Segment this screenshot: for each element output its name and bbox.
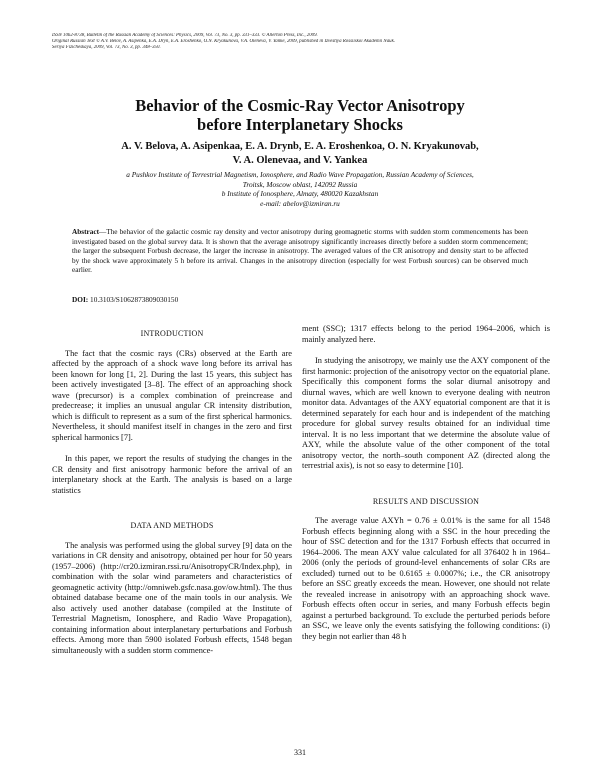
affiliations (40, 170, 560, 208)
paragraph: The analysis was performed using the global survey [9] data on the variations in CR density and anisotropy, obtained per hour for 50 years (1957–2006) (http://cr20.izmiran.rssi.ru/AnisotropyCR/Index.php), in combination with the solar wind parameters and characteristics of geomagnetic activity (http://omniweb.gsfc.nasa.gov/ow.html). The thus obtained database became one of the main tools in our analysis. We also actively used another database (compiled at the Institute of Terrestrial Magnetism, Ionosphere, and Radio Wave Propagation), containing information about interplanetary perturbations and Forbush effects. Among more than 5900 isolated Forbush effects, 1548 began simultaneously with a sudden storm commence- (52, 540, 292, 655)
publication-info-line: ISSN 1062-8738, Bulletin of the Russian Academy of Sciences: Physics, 2009, Vol. 73, No. 3, pp. 331–333. © Allerton Press, Inc., 2009. (52, 33, 318, 38)
section-heading-results: RESULTS AND DISCUSSION (372, 496, 480, 506)
contact-email: e-mail: abelov@izmiran.ru (260, 198, 340, 208)
affiliation-b: b Institute of Ionosphere, Almaty, 480020 Kazakhstan (221, 189, 379, 199)
paragraph: The fact that the cosmic rays (CRs) observed at the Earth are affected by the approach of a shock wave long before its arrival has been known for long [1, 2]. During the last 15 years, this subject has been actively investigated [3–8]. The effect of an approaching shock wave (precursor) is a complex combination of preincrease and predecrease; it implies an unusual angular CR intensity distribution, which is difficult to represent as a sum of the first spherical harmonics. Nevertheless, it should manifest itself in changes in the zero and first spherical harmonics [7]. (52, 348, 292, 442)
abstract-text: —The behavior of the galactic cosmic ray density and vector anisotropy during geomagnetic storms with sudden storm commencements has been investigated based on the global survey data. It is shown that the average anisotropy significantly increases directly before a sudden storm commencement; the larger the subsequent Forbush decrease, the larger the increase in anisotropy. The averaged values of the CR anisotropy and density start to be affected by the shock wave approximately 5 h before its arrival. Changes in the anisotropy direction (especially for west Forbush sources) can be observed much earlier. (72, 228, 528, 275)
doi-value: 10.3103/S1062873809030150 (90, 295, 179, 304)
paragraph: In this paper, we report the results of studying the changes in the CR density and first anisotropy harmonic before the arrival of an interplanetary shock at the Earth. The analysis is based on a large statistics (52, 454, 292, 495)
left-column (52, 324, 292, 656)
section-heading-introduction: INTRODUCTION (140, 329, 204, 338)
author-line: A. V. Belova, A. Asipenkaa, E. A. Drynb, E. A. Eroshenkoa, O. N. Kryakunovab, (121, 141, 479, 152)
publication-info-line: Seriya Fizicheskaya, 2009, Vol. 73, No. 3, pp. 348–350. (52, 45, 161, 51)
article-title-line: before Interplanetary Shocks (197, 115, 403, 134)
affiliation-a: a Pushkov Institute of Terrestrial Magnetism, Ionosphere, and Radio Wave Propagation, Russian Academy of Sciences, (126, 170, 474, 179)
affiliation-a-cont: Troitsk, Moscow oblast, 142092 Russia (242, 179, 358, 189)
author-line: V. A. Olenevaa, and V. Yankea (232, 155, 368, 166)
doi-label: DOI: (72, 295, 89, 304)
publication-info-line: Original Russian Text © A.V. Belov, A. Asipenka, E.A. Dryn, E.A. Eroshenko, O.N. Kryakunova, V.A. Oleneva, V. Yanke, 2009, published in Izvestiya Rossiiskoi Akademii Nauk. (52, 39, 395, 45)
article-title (0, 96, 600, 134)
author-list (0, 140, 600, 168)
abstract (72, 228, 528, 276)
section-heading-data-methods: DATA AND METHODS (130, 521, 214, 530)
paragraph: The average value AXYh = 0.76 ± 0.01% is the same for all 1548 Forbush effects beginning along with a SSC in the hour preceding the hour of SSC detection and for the 1317 Forbush effects that occurred in 1964–2006. The mean AXY value calculated for all 376402 h in 1964–2006 (only the periods of ground-level enhancements of solar CRs are excluded) turned out to be 0.6165 ± 0.0007%; i.e., the CR anisotropy before an SSC greatly exceeds the mean. However, one should not relate the revealed increase in anisotropy with an approaching shock wave. Forbush effects often occur in series, and many Forbush effects begin against a perturbed background. To exclude the perturbed periods before an SSC, we leave only the events satisfying the following conditions: (i) they begin not earlier than 48 h (302, 516, 550, 641)
abstract-label: Abstract (72, 228, 99, 236)
doi (72, 295, 528, 305)
right-column (302, 324, 550, 642)
paragraph: ment (SSC); 1317 effects belong to the period 1964–2006, which is mainly analyzed here. (302, 324, 550, 344)
article-title-line: Behavior of the Cosmic-Ray Vector Anisotropy (135, 96, 465, 115)
page-number: 331 (294, 748, 306, 757)
publication-info (52, 33, 552, 51)
paragraph: In studying the anisotropy, we mainly use the AXY component of the first harmonic: projection of the anisotropy vector on the equatorial plane. Specifically this component forms the solar diurnal anisotropy and diurnal waves, which are well known to everyone dealing with neutron monitor data. Advantages of the AXY equatorial component are that it is determined separately for each hour and is independent of the matching procedure for global survey results obtained for an individual time interval. It is no less important that we determine the absolute value of AXY, while the absolute value of the other component of the total anisotropy vector, the north–south component AZ (directed along the terrestrial axis), is not so easy to determine [10]. (302, 356, 550, 470)
